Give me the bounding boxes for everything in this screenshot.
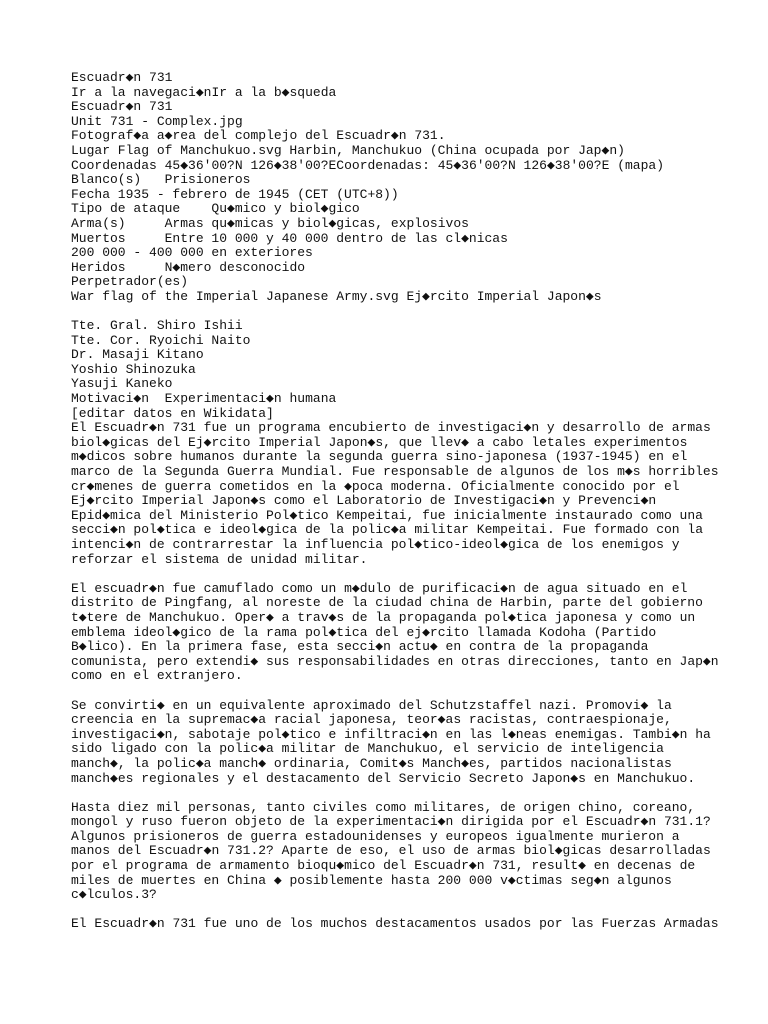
person-item: Yoshio Shinozuka: [71, 361, 196, 377]
edit-wikidata-link[interactable]: [editar datos en Wikidata]: [71, 405, 274, 421]
image-filename: Unit 731 - Complex.jpg: [71, 113, 243, 129]
spacer: [71, 903, 711, 918]
infobox-weapons: Arma(s) Armas qu◆micas y biol◆gicas, explosivos: [71, 215, 469, 231]
infobox-injured: Heridos N◆mero desconocido: [71, 259, 306, 275]
spacer: [71, 684, 711, 699]
infobox-title: Escuadr◆n 731: [71, 99, 173, 115]
infobox-deaths-exterior: 200 000 - 400 000 en exteriores: [71, 245, 313, 261]
article-title: Escuadr◆n 731: [71, 70, 173, 85]
paragraph-victims: Hasta diez mil personas, tanto civiles como militares, de origen chino, coreano, mongol y ruso fueron objeto de la experimentaci◆n dirigida por el Escuadr◆n 731.1? Algunos prisioneros de guerra estadounidenses y europeos igualmente murieron a manos del Escuadr◆n 731.2? Aparte de eso, el uso de armas biol◆gicas desarrolladas por el programa de armamento bioqu◆mico del Escuadr◆n 731, result◆ en decenas de miles de muertes en China ◆ posiblemente hasta 200 000 v◆ctimas seg◆n algunos c◆lculos.3?: [71, 799, 711, 903]
person-item: Dr. Masaji Kitano: [71, 347, 204, 363]
infobox-perpetrators-label: Perpetrador(es): [71, 274, 189, 290]
paragraph-intro: El Escuadr◆n 731 fue un programa encubierto de investigaci◆n y desarrollo de armas biol◆gicas del Ej◆rcito Imperial Japon◆s, que llev◆ a cabo letales experimentos m◆dicos sobre humanos durante la segunda guerra sino-japonesa (1937-1945) en el marco de la Segunda Guerra Mundial. Fue responsable de algunos de los m◆s horribles cr◆menes de guerra cometidos en la ◆poca moderna. Oficialmente conocido por el Ej◆rcito Imperial Japon◆s como el Laboratorio de Investigaci◆n y Prevenci◆n Epid◆mica del Ministerio Pol◆tico Kempeitai, fue inicialmente instaurado como una secci◆n pol◆tica e ideol◆gica de la polic◆a militar Kempeitai. Fue formado con la intenci◆n de contrarrestar la influencia pol◆tico-ideol◆gica de los enemigos y reforzar el sistema de unidad militar.: [71, 420, 719, 567]
paragraph-detachments: El Escuadr◆n 731 fue uno de los muchos destacamentos usados por las Fuerzas Armadas: [71, 916, 719, 932]
person-item: Tte. Gral. Shiro Ishii: [71, 318, 243, 334]
infobox-coordinates: Coordenadas 45◆36'00?N 126◆38'00?ECoordenadas: 45◆36'00?N 126◆38'00?E (mapa): [71, 157, 664, 173]
infobox-deaths: Muertos Entre 10 000 y 40 000 dentro de las cl◆nicas: [71, 230, 508, 246]
document-page: [71, 70, 719, 932]
spacer: [71, 786, 711, 801]
infobox-attack-type: Tipo de ataque Qu◆mico y biol◆gico: [71, 201, 360, 217]
infobox-block: [71, 71, 711, 305]
perpetrators-list: [71, 319, 711, 421]
infobox-motivation: Motivaci◆n Experimentaci◆n humana: [71, 391, 337, 407]
person-item: Yasuji Kaneko: [71, 376, 173, 392]
infobox-target: Blanco(s) Prisioneros: [71, 172, 251, 188]
spacer: [71, 305, 711, 320]
person-item: Tte. Cor. Ryoichi Naito: [71, 332, 251, 348]
navigation-links: Ir a la navegaci◆nIr a la b◆squeda: [71, 84, 337, 100]
image-caption: Fotograf◆a a◆rea del complejo del Escuadr◆n 731.: [71, 128, 446, 144]
paragraph-camouflage: El escuadr◆n fue camuflado como un m◆dulo de purificaci◆n de agua situado en el distrito de Pingfang, al noreste de la ciudad china de Harbin, parte del gobierno t◆tere de Manchukuo. Oper◆ a trav◆s de la propaganda pol◆tica japonesa y como un emblema ideol◆gico de la rama pol◆tica del ej◆rcito llamada Kodoha (Partido B◆lico). En la primera fase, esta secci◆n actu◆ en contra de la propaganda comunista, pero extendi◆ sus responsabilidades en otras direcciones, tanto en Jap◆n como en el extranjero.: [71, 580, 719, 684]
paragraph-schutzstaffel: Se convirti◆ en un equivalente aproximado del Schutzstaffel nazi. Promovi◆ la creencia en la supremac◆a racial japonesa, teor◆as racistas, contraespionaje, investigaci◆n, sabotaje pol◆tico e infiltraci◆n en las l◆neas enemigas. Tambi◆n ha sido ligado con la polic◆a militar de Manchukuo, el servicio de inteligencia manch◆, la polic◆a manch◆ ordinaria, Comit◆s Manch◆es, partidos nacionalistas manch◆es regionales y el destacamento del Servicio Secreto Japon◆s en Manchukuo.: [71, 697, 711, 786]
spacer: [71, 567, 711, 582]
infobox-date: Fecha 1935 - febrero de 1945 (CET (UTC+8)): [71, 186, 399, 202]
infobox-perpetrator-army: War flag of the Imperial Japanese Army.svg Ej◆rcito Imperial Japon◆s: [71, 288, 602, 304]
infobox-location: Lugar Flag of Manchukuo.svg Harbin, Manchukuo (China ocupada por Jap◆n): [71, 142, 625, 158]
